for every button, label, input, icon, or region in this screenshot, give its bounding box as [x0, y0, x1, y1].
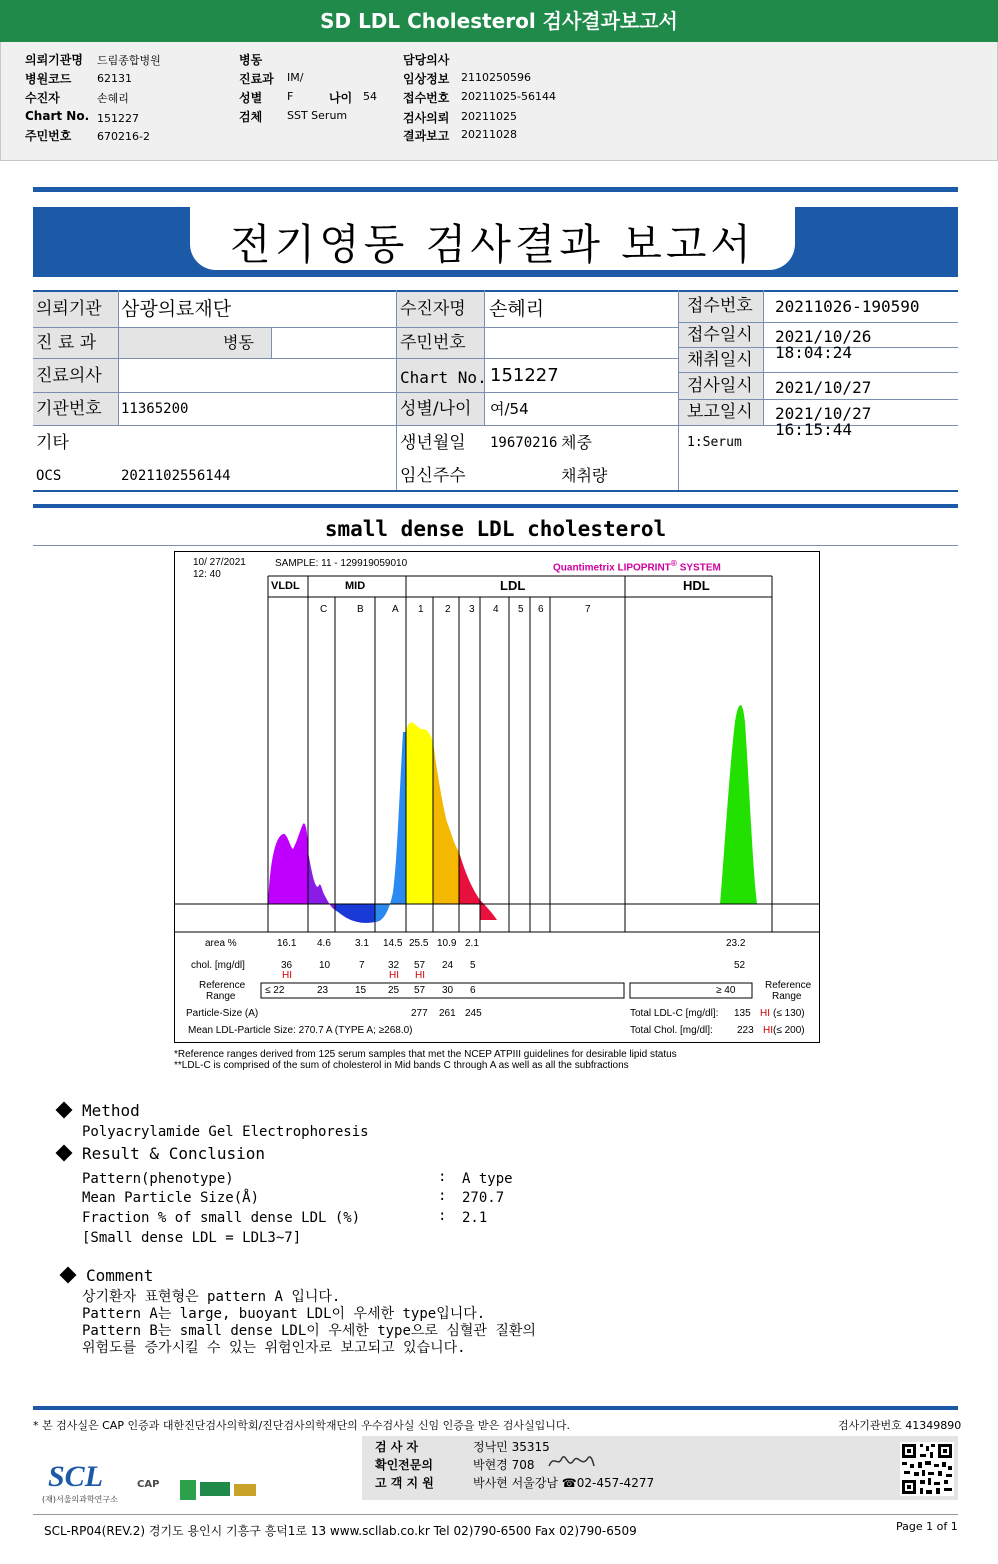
- footer-top-rule: [33, 1406, 958, 1410]
- comment-line-4: 위험도를 증가시킬 수 있는 위험인자로 보고되고 있습니다.: [82, 1340, 466, 1356]
- chol-ldl1: 57: [414, 960, 426, 971]
- result-sep-3: :: [438, 1208, 447, 1224]
- hdl-peak: [720, 705, 757, 904]
- birth-value: 19670216: [490, 435, 558, 451]
- patient-label: 수진자명: [400, 299, 466, 319]
- id-value: 670216-2: [97, 130, 150, 143]
- chol-hdl: 52: [734, 960, 746, 971]
- name-value: 손혜리: [97, 92, 129, 105]
- sexage-label: 성별/나이: [400, 399, 472, 419]
- comment-line-1: 상기환자 표현형은 pattern A 입니다.: [82, 1289, 341, 1305]
- vldl-peak: [268, 823, 308, 904]
- scl-logo-subtitle: (재)서울의과학연구소: [42, 1495, 118, 1504]
- method-bullet-icon: [56, 1102, 73, 1119]
- method-text: Polyacrylamide Gel Electrophoresis: [82, 1124, 369, 1140]
- ward-value: 병동: [223, 333, 254, 352]
- chol-vldl-hi: HI: [282, 970, 292, 981]
- volume-label: 채취량: [561, 466, 608, 485]
- result-label-fraction: Fraction % of small dense LDL (%): [82, 1210, 361, 1226]
- chart-date: 10/ 27/2021: [193, 557, 246, 568]
- id-label: 주민번호: [25, 129, 72, 143]
- band-label-7: 7: [585, 604, 591, 615]
- institution-label: 의뢰기관명: [25, 53, 83, 67]
- electropherogram-svg: [175, 552, 819, 1042]
- chol-ldl3: 5: [470, 960, 476, 971]
- area-label: area %: [205, 938, 237, 949]
- area-hdl: 23.2: [726, 938, 746, 949]
- ocs-value: 2021102556144: [121, 468, 231, 484]
- tester-value: 정낙민 35315: [473, 1440, 550, 1454]
- section-bottom-rule: [33, 545, 958, 546]
- qr-code-icon: [900, 1442, 954, 1496]
- brand-mark: ®: [670, 558, 677, 568]
- ref-label-right-1: Reference: [765, 980, 812, 991]
- chart-sample: SAMPLE: 11 - 129919059010: [275, 558, 408, 569]
- mean-particle-size: Mean LDL-Particle Size: 270.7 A (TYPE A; ≥268.0): [188, 1025, 413, 1036]
- report-title-bar: SD LDL Cholesterol 검사결과보고서: [0, 0, 998, 42]
- total-ldl-ref: (≤ 130): [773, 1008, 805, 1019]
- result-note: [Small dense LDL = LDL3~7]: [82, 1230, 302, 1246]
- signature-panel: [362, 1436, 958, 1500]
- doctor-signature: [546, 1450, 596, 1474]
- result-heading: Result & Conclusion: [82, 1144, 266, 1163]
- chart-time: 12: 40: [193, 569, 221, 580]
- rrn-label: 주민번호: [400, 333, 466, 353]
- org-no-value: 11365200: [121, 401, 189, 417]
- brand-suffix: SYSTEM: [679, 562, 721, 574]
- mid-a-peak: [375, 732, 406, 922]
- ref-c: 23: [317, 985, 329, 996]
- chart-label: Chart No.: [25, 109, 90, 123]
- ref-ldl1: 57: [414, 985, 426, 996]
- comment-heading: Comment: [86, 1266, 154, 1285]
- chol-b: 7: [359, 960, 365, 971]
- result-sep-1: :: [438, 1169, 447, 1185]
- band-label-4: 4: [493, 604, 499, 615]
- result-value-size: 270.7: [462, 1190, 505, 1206]
- ldl2-peak: [433, 742, 459, 904]
- brand-name: Quantimetrix LIPOPRINT: [553, 562, 671, 574]
- group-mid: MID: [345, 580, 366, 592]
- chol-c: 10: [319, 960, 331, 971]
- particle-label: Particle-Size (A): [186, 1008, 259, 1019]
- result-label-size: Mean Particle Size(Å): [82, 1190, 260, 1206]
- specimen-label: 검체: [239, 110, 263, 124]
- band-label-c: C: [320, 604, 328, 615]
- ref-ldl2: 30: [442, 985, 454, 996]
- note-value: 1:Serum: [687, 435, 742, 450]
- total-chol-ref: (≤ 200): [773, 1025, 805, 1036]
- mid-c-peak: [308, 852, 335, 910]
- ward-label: 병동: [239, 53, 263, 67]
- name-label: 수진자: [25, 91, 60, 105]
- result-sep-2: :: [438, 1188, 447, 1204]
- institution-value: 삼광의료재단: [121, 298, 232, 320]
- particle-ldl1: 277: [411, 1008, 428, 1019]
- chol-ldl1-hi: HI: [415, 970, 425, 981]
- ref-label-right-2: Range: [772, 991, 802, 1002]
- weight-label: 체중: [561, 433, 592, 452]
- section-top-rule: [33, 504, 958, 508]
- accept-no-label: 접수번호: [687, 296, 753, 316]
- accreditation-logo-1: [180, 1480, 196, 1500]
- patient-value: 손혜리: [489, 298, 545, 320]
- total-chol-label: Total Chol. [mg/dl]:: [630, 1025, 713, 1036]
- accreditation-logo-2: [200, 1482, 230, 1496]
- band-label-6: 6: [538, 604, 544, 615]
- group-hdl: HDL: [683, 578, 710, 593]
- institution-value: 드림종합병원: [97, 54, 161, 67]
- request-label: 검사의뢰: [403, 111, 450, 125]
- age-label: 나이: [329, 91, 353, 105]
- footer-rule: [33, 1514, 958, 1515]
- total-chol-hi: HI: [763, 1025, 773, 1036]
- report-label: 결과보고: [403, 129, 450, 143]
- accreditation-logo-3: [234, 1484, 256, 1496]
- code-value: 62131: [97, 72, 132, 85]
- band-label-3: 3: [469, 604, 475, 615]
- area-c: 4.6: [317, 938, 331, 949]
- chart-value: 151227: [490, 365, 559, 386]
- clinical-label: 임상정보: [403, 72, 450, 86]
- test-date-value: 2021/10/27: [775, 378, 872, 397]
- accept-no-value: 20211026-190590: [775, 297, 920, 316]
- dept-label: 진료과: [239, 72, 274, 86]
- result-bullet-icon: [56, 1145, 73, 1162]
- result-value-fraction: 2.1: [462, 1210, 488, 1226]
- band-label-5: 5: [518, 604, 524, 615]
- method-heading: Method: [82, 1101, 140, 1120]
- cap-logo: CAP: [137, 1479, 160, 1490]
- sex-label: 성별: [239, 91, 263, 105]
- banner-top-rule: [33, 187, 958, 192]
- area-ldl1: 25.5: [409, 938, 429, 949]
- org-number: 검사기관번호 41349890: [838, 1419, 962, 1432]
- ref-b: 15: [355, 985, 367, 996]
- pregnancy-label: 임신주수: [400, 466, 466, 486]
- collect-label: 채취일시: [687, 350, 753, 370]
- ldl1-peak: [406, 722, 433, 904]
- total-ldl-hi: HI: [760, 1008, 770, 1019]
- confirm-label: 확인전문의: [375, 1458, 433, 1472]
- code-label: 병원코드: [25, 72, 72, 86]
- info-table: [33, 290, 958, 492]
- ref-hdl: ≥ 40: [716, 985, 736, 996]
- particle-ldl2: 261: [439, 1008, 456, 1019]
- report-value: 20211028: [461, 128, 517, 141]
- chart-label: Chart No.: [400, 368, 487, 387]
- page-number: Page 1 of 1: [896, 1520, 958, 1533]
- ocs-label: OCS: [36, 468, 62, 484]
- clinical-value: 2110250596: [461, 71, 531, 84]
- band-label-a: A: [392, 604, 399, 615]
- sex-value: F: [287, 90, 294, 103]
- birth-label: 생년월일: [400, 433, 466, 453]
- request-value: 20211025: [461, 110, 517, 123]
- group-ldl: LDL: [500, 578, 526, 593]
- institution-label: 의뢰기관: [36, 299, 102, 319]
- contact-label: 고 객 지 원: [375, 1476, 434, 1490]
- chol-vldl: 36: [281, 960, 293, 971]
- age-value: 54: [363, 90, 377, 103]
- accept-date-value: 2021/10/26 18:04:24: [775, 327, 872, 362]
- lipoprint-chart: [174, 551, 820, 1043]
- group-vldl: VLDL: [271, 580, 300, 592]
- result-label-pattern: Pattern(phenotype): [82, 1171, 234, 1187]
- band-label-2: 2: [445, 604, 451, 615]
- doctor-label: 담당의사: [403, 53, 450, 67]
- band-label-1: 1: [418, 604, 424, 615]
- dept-label: 진 료 과: [36, 333, 97, 353]
- org-no-label: 기관번호: [36, 399, 102, 419]
- chol-ldl2: 24: [442, 960, 454, 971]
- ref-label-2: Range: [206, 991, 236, 1002]
- chol-label: chol. [mg/dl]: [191, 960, 245, 971]
- report-date-label: 보고일시: [687, 402, 753, 422]
- footer-address: SCL-RP04(REV.2) 경기도 용인시 기흥구 흥덕1로 13 www.scllab.co.kr Tel 02)790-6500 Fax 02)790-6509: [44, 1524, 637, 1538]
- chart-brand: [553, 558, 721, 573]
- confirm-value: 박현경 708: [473, 1458, 535, 1472]
- ref-label-1: Reference: [199, 980, 246, 991]
- test-date-label: 검사일시: [687, 376, 753, 396]
- patient-info-panel: [0, 42, 998, 161]
- chol-a: 32: [388, 960, 400, 971]
- band-label-b: B: [357, 604, 364, 615]
- total-chol-value: 223: [737, 1025, 754, 1036]
- scl-logo: SCL: [48, 1460, 104, 1493]
- ldl3-peak: [459, 852, 480, 904]
- receipt-value: 20211025-56144: [461, 90, 556, 103]
- specimen-value: SST Serum: [287, 109, 348, 122]
- chart-value: 151227: [97, 112, 139, 125]
- area-vldl: 16.1: [277, 938, 297, 949]
- area-ldl3: 2.1: [465, 938, 479, 949]
- contact-value: 박사현 서울강남 ☎02-457-4277: [473, 1476, 655, 1490]
- comment-line-2: Pattern A는 large, buoyant LDL이 우세한 type입니다.: [82, 1306, 486, 1322]
- ref-vldl: ≤ 22: [265, 985, 285, 996]
- dept-value: IM/: [287, 71, 304, 84]
- certification-text: * 본 검사실은 CAP 인증과 대한진단검사의학회/진단검사의학재단의 우수검사실 신임 인증을 받은 검사실입니다.: [33, 1419, 571, 1432]
- comment-bullet-icon: [60, 1267, 77, 1284]
- sexage-value: 여/54: [490, 400, 529, 418]
- result-value-pattern: A type: [462, 1171, 513, 1187]
- chol-a-hi: HI: [389, 970, 399, 981]
- tester-label: 검 사 자: [375, 1440, 419, 1454]
- area-ldl2: 10.9: [437, 938, 457, 949]
- section-title: small dense LDL cholesterol: [324, 517, 667, 541]
- total-ldl-label: Total LDL-C [mg/dl]:: [630, 1008, 719, 1019]
- ref-ldl3: 6: [470, 985, 476, 996]
- particle-ldl3: 245: [465, 1008, 482, 1019]
- chart-footnote-1: *Reference ranges derived from 125 serum samples that met the NCEP ATPIII guidelines for desirable lipid status: [174, 1049, 677, 1060]
- etc-label: 기타: [36, 433, 69, 453]
- chart-footnote-2: **LDL-C is comprised of the sum of cholesterol in Mid bands C through A as well as all the subfractions: [174, 1060, 629, 1071]
- report-heading: 전기영동 검사결과 보고서: [230, 220, 755, 269]
- accept-date-label: 접수일시: [687, 325, 753, 345]
- area-b: 3.1: [355, 938, 369, 949]
- ref-a: 25: [388, 985, 400, 996]
- comment-line-3: Pattern B는 small dense LDL이 우세한 type으로 심혈관 질환의: [82, 1323, 536, 1339]
- total-ldl-value: 135: [734, 1008, 751, 1019]
- report-date-value: 2021/10/27 16:15:44: [775, 404, 872, 439]
- doctor-label: 진료의사: [36, 366, 102, 386]
- receipt-label: 접수번호: [403, 91, 450, 105]
- area-a: 14.5: [383, 938, 403, 949]
